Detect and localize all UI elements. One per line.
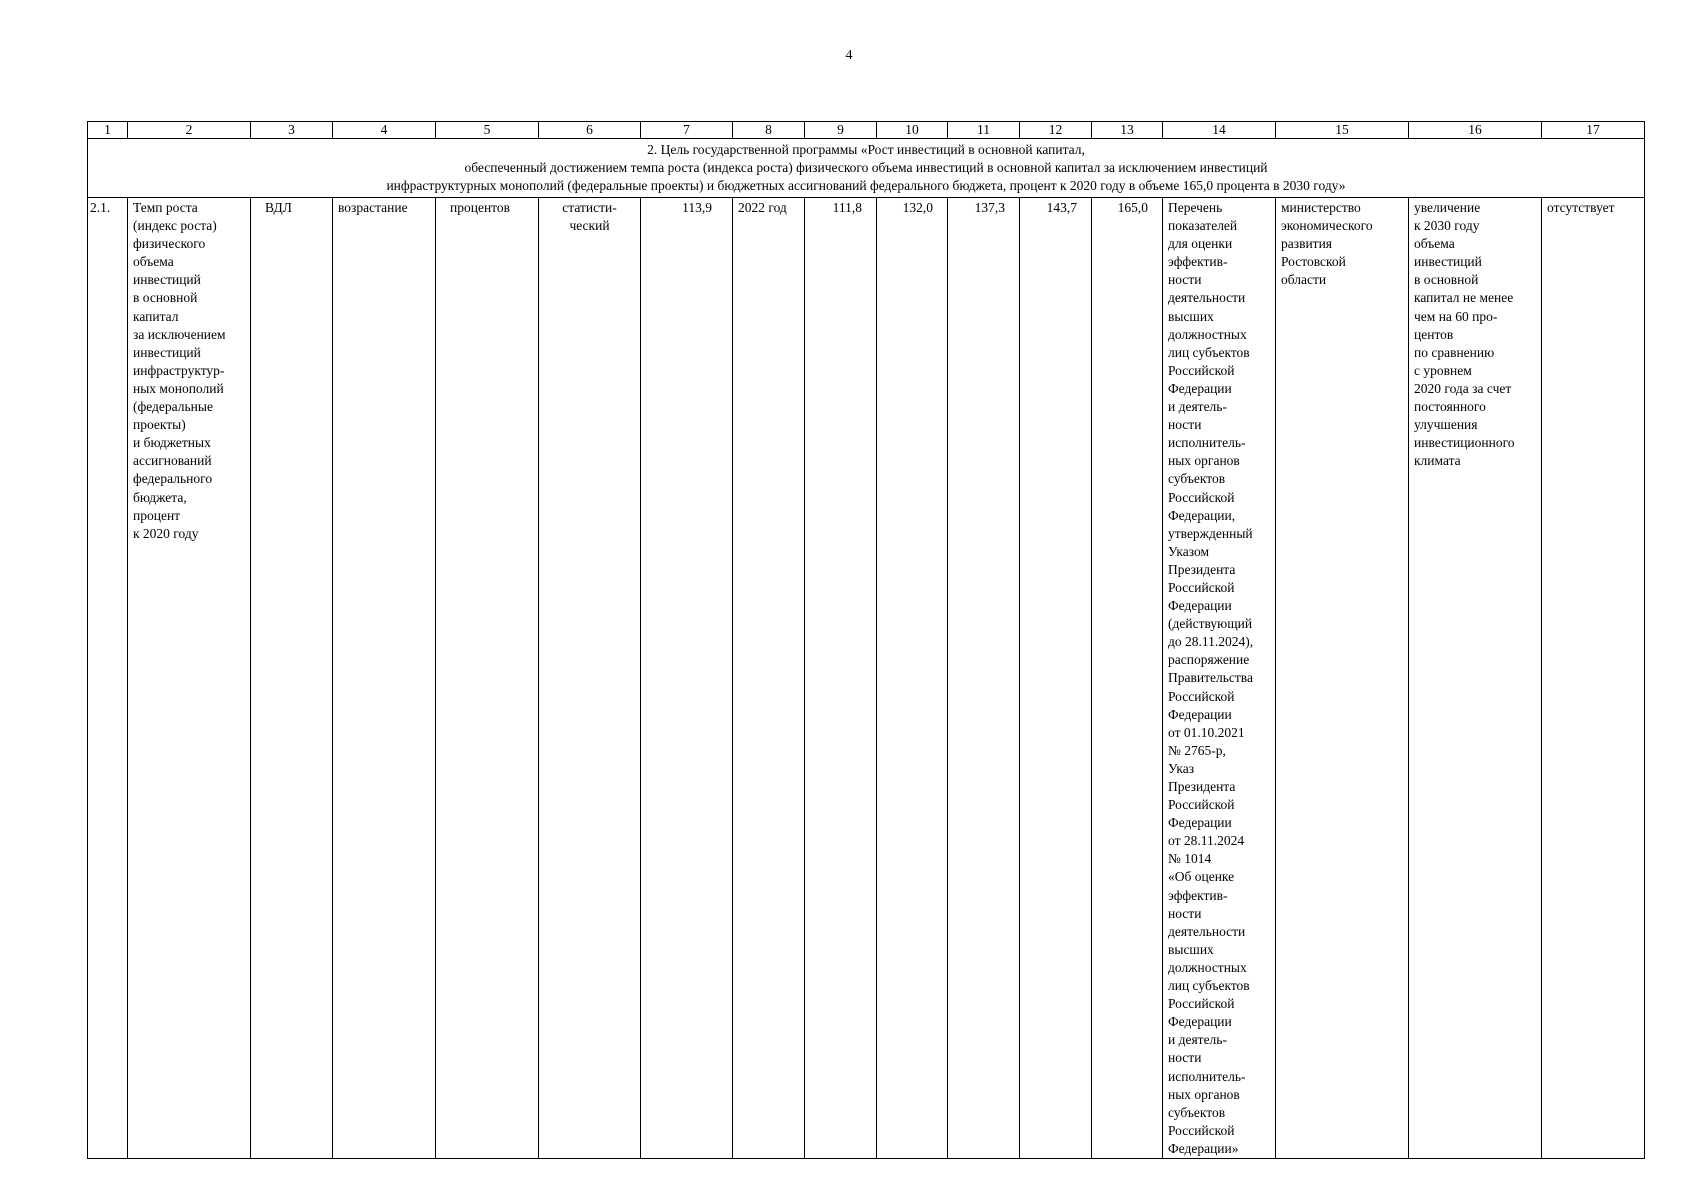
indicators-table: [87, 121, 1645, 1159]
indicator-direction: возрастание: [333, 198, 436, 1159]
goal-line: 2. Цель государственной программы «Рост инвестиций в основной капитал,: [647, 142, 1085, 157]
basis-document: Перечень показателей для оценки эффектив- ности деятельности высших должностных лиц субъектов Российской Федерации и деятель- ности исполнитель- ных органов субъектов Российской Федерации, утвержденный Указом Президента Российской Федерации (действующий до 28.11.2024), распоряжение Правительства Российской Федерации от 01.10.2021 № 2765-р, Указ Президента Российской Федерации от 28.11.2024 № 1014 «Об оценке эффектив- ности деятельности высших должностных лиц субъектов Российской Федерации и деятель- ности исполнитель- ных органов субъектов Российской Федерации»: [1163, 198, 1276, 1159]
value-col-13: 165,0: [1092, 198, 1163, 1159]
indicator-name: Темп роста (индекс роста) физического объема инвестиций в основной капитал за исключением инвестиций инфраструктур- ных монополий (федеральные проекты) и бюджетных ассигнований федерального бюджета, процент к 2020 году: [128, 198, 251, 1159]
base-value: 113,9: [641, 198, 733, 1159]
column-number-row: [88, 122, 1645, 139]
value-col-11: 137,3: [948, 198, 1020, 1159]
goal-line: обеспеченный достижением темпа роста (индекса роста) физического объема инвестиций в основной капитал за исключением инвестиций: [464, 160, 1268, 175]
column-header: 10: [877, 122, 948, 139]
value-col-12: 143,7: [1020, 198, 1092, 1159]
goal-line: инфраструктурных монополий (федеральные проекты) и бюджетных ассигнований федерального бюджета, процент к 2020 году в объеме 165,0 процента в 2030 году»: [386, 178, 1346, 193]
information-system: отсутствует: [1542, 198, 1645, 1159]
table-row: [88, 198, 1645, 1159]
unit-of-measure: процентов: [436, 198, 539, 1159]
column-header: 4: [333, 122, 436, 139]
column-header: 15: [1276, 122, 1409, 139]
column-header: 2: [128, 122, 251, 139]
page-number: 4: [845, 48, 853, 63]
column-header: 5: [436, 122, 539, 139]
goal-row: [88, 139, 1645, 198]
column-header: 7: [641, 122, 733, 139]
column-header: 8: [733, 122, 805, 139]
column-header: 14: [1163, 122, 1276, 139]
row-number: 2.1.: [88, 198, 128, 1159]
column-header: 9: [805, 122, 877, 139]
responsible-body: министерство экономического развития Ростовской области: [1276, 198, 1409, 1159]
column-header: 17: [1542, 122, 1645, 139]
column-header: 12: [1020, 122, 1092, 139]
column-header: 13: [1092, 122, 1163, 139]
goal-heading: [88, 139, 1645, 198]
column-header: 1: [88, 122, 128, 139]
indicator-type: статисти- ческий: [539, 198, 641, 1159]
base-year: 2022 год: [733, 198, 805, 1159]
column-header: 3: [251, 122, 333, 139]
column-header: 6: [539, 122, 641, 139]
value-col-10: 132,0: [877, 198, 948, 1159]
national-goal-link: увеличение к 2030 году объема инвестиций в основной капитал не менее чем на 60 про- центов по сравнению с уровнем 2020 года за счет постоянного улучшения инвестиционного климата: [1409, 198, 1542, 1159]
indicator-level: ВДЛ: [251, 198, 333, 1159]
column-header: 16: [1409, 122, 1542, 139]
value-col-9: 111,8: [805, 198, 877, 1159]
column-header: 11: [948, 122, 1020, 139]
